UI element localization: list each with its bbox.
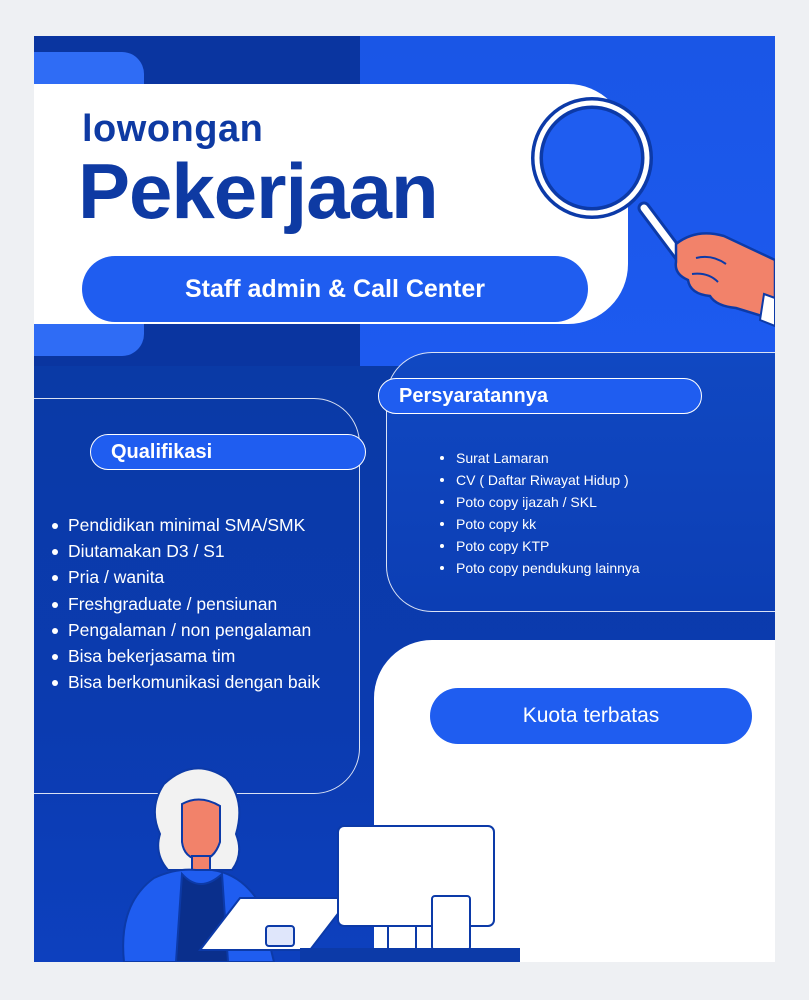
- requirements-list: [440, 447, 640, 580]
- list-item: Diutamakan D3 / S1: [52, 538, 320, 564]
- list-item: Freshgraduate / pensiunan: [52, 591, 320, 617]
- list-item: Surat Lamaran: [440, 447, 640, 469]
- position-pill: Staff admin & Call Center: [82, 256, 588, 322]
- quota-pill: Kuota terbatas: [430, 688, 752, 744]
- title-big: Pekerjaan: [78, 147, 438, 235]
- qualifications-heading: Qualifikasi: [90, 434, 366, 470]
- list-item: Bisa bekerjasama tim: [52, 643, 320, 669]
- list-item: Poto copy kk: [440, 513, 640, 535]
- title-small: lowongan: [82, 108, 264, 150]
- job-poster: [34, 36, 775, 962]
- list-item: Pria / wanita: [52, 564, 320, 590]
- list-item: Pendidikan minimal SMA/SMK: [52, 512, 320, 538]
- qualifications-list: [52, 512, 320, 695]
- requirements-heading: Persyaratannya: [378, 378, 702, 414]
- list-item: Poto copy KTP: [440, 535, 640, 557]
- computer-illustration: [200, 822, 520, 962]
- list-item: Pengalaman / non pengalaman: [52, 617, 320, 643]
- list-item: CV ( Daftar Riwayat Hidup ): [440, 469, 640, 491]
- list-item: Poto copy ijazah / SKL: [440, 491, 640, 513]
- list-item: Bisa berkomunikasi dengan baik: [52, 669, 320, 695]
- hand-icon: [666, 224, 775, 336]
- list-item: Poto copy pendukung lainnya: [440, 557, 640, 579]
